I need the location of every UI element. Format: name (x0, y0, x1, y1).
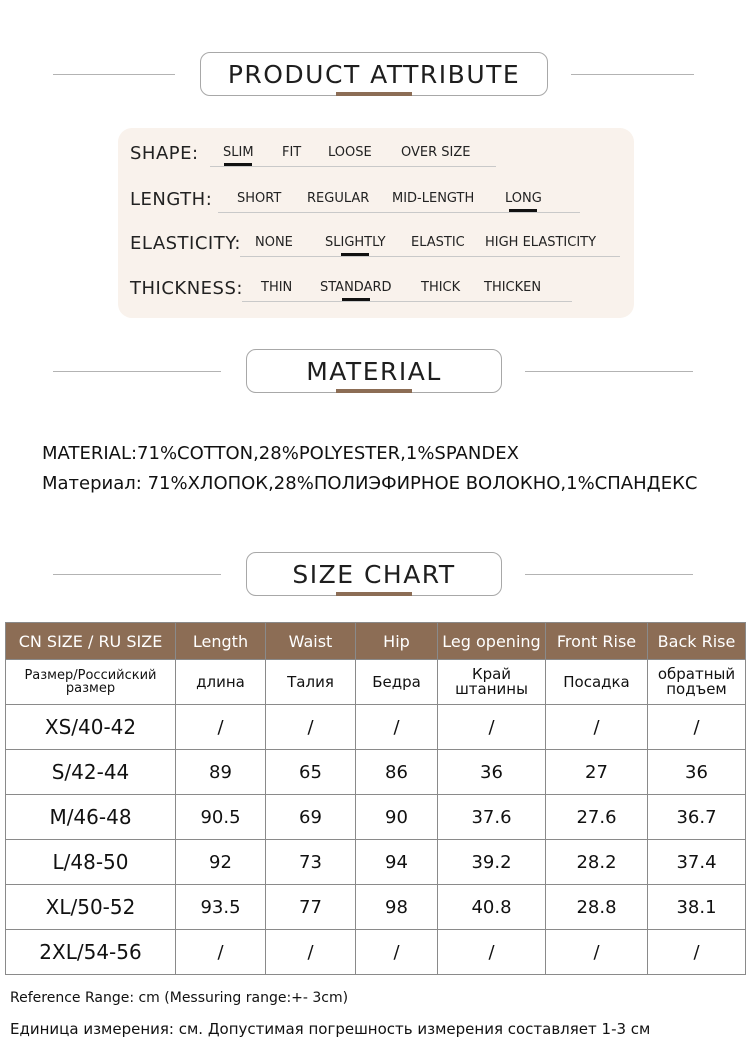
heading-accent-bar (336, 389, 412, 393)
attribute-label: SHAPE: (130, 143, 199, 164)
attribute-option: REGULAR (307, 191, 370, 206)
attribute-label: THICKNESS: (130, 278, 243, 299)
table-cell: / (546, 705, 648, 750)
size-table (5, 622, 746, 975)
table-cell: 73 (266, 840, 356, 885)
divider-left (53, 371, 221, 372)
table-row (6, 705, 746, 750)
table-cell-size: M/46-48 (6, 795, 176, 840)
table-cell: 90 (356, 795, 438, 840)
table-cell-size: S/42-44 (6, 750, 176, 795)
table-row (6, 750, 746, 795)
divider-right (571, 74, 694, 75)
table-cell: 36 (648, 750, 746, 795)
attribute-option-selected: STANDARD (320, 280, 392, 295)
reference-range-note-ru: Единица измерения: см. Допустимая погрешность измерения составляет 1-3 см (10, 1020, 651, 1038)
table-subheader-cell: Бедра (356, 660, 438, 705)
material-text-ru: Материал: 71%ХЛОПОК,28%ПОЛИЭФИРНОЕ ВОЛОКНО,1%СПАНДЕКС (42, 473, 698, 494)
table-cell: / (356, 705, 438, 750)
table-cell: / (176, 705, 266, 750)
table-row (6, 885, 746, 930)
table-cell: / (648, 705, 746, 750)
table-cell: / (176, 930, 266, 975)
table-cell: / (356, 930, 438, 975)
attribute-card (118, 128, 634, 318)
table-cell: 93.5 (176, 885, 266, 930)
table-cell: 27.6 (546, 795, 648, 840)
table-row (6, 930, 746, 975)
attribute-option: HIGH ELASTICITY (485, 235, 597, 250)
attribute-option-selected: LONG (505, 191, 542, 206)
table-subheader-cell: Талия (266, 660, 356, 705)
table-header-cell: Back Rise (648, 623, 746, 660)
divider-right (525, 574, 693, 575)
attribute-row-length (118, 186, 634, 216)
divider-left (53, 74, 175, 75)
selected-mark (341, 253, 369, 256)
table-subheader-row (6, 660, 746, 705)
table-header-cell: Front Rise (546, 623, 648, 660)
row-underline (242, 301, 572, 302)
table-cell: 38.1 (648, 885, 746, 930)
row-underline (218, 212, 580, 213)
reference-range-note: Reference Range: cm (Messuring range:+- 3cm) (10, 990, 349, 1006)
attribute-row-elasticity (118, 230, 634, 260)
table-cell-size: XL/50-52 (6, 885, 176, 930)
size-chart-section-header (0, 552, 750, 602)
attribute-option-selected: SLIGHTLY (325, 235, 386, 250)
attribute-option: THIN (261, 280, 293, 295)
table-cell: 28.2 (546, 840, 648, 885)
table-header-cell: Hip (356, 623, 438, 660)
table-cell: / (438, 930, 546, 975)
material-text-en: MATERIAL:71%COTTON,28%POLYESTER,1%SPANDEX (42, 443, 519, 464)
table-header-cell: Waist (266, 623, 356, 660)
table-cell-size: L/48-50 (6, 840, 176, 885)
selected-mark (509, 209, 537, 212)
selected-mark (224, 163, 252, 166)
size-chart-heading: SIZE CHART (246, 552, 502, 596)
attribute-section-header (0, 52, 750, 102)
table-subheader-cell: Посадка (546, 660, 648, 705)
row-underline (240, 256, 620, 257)
table-cell: 86 (356, 750, 438, 795)
table-cell: / (438, 705, 546, 750)
selected-mark (342, 298, 370, 301)
attribute-label: ELASTICITY: (130, 233, 241, 254)
table-cell: 94 (356, 840, 438, 885)
table-cell: 90.5 (176, 795, 266, 840)
table-cell: / (648, 930, 746, 975)
attribute-option: NONE (255, 235, 293, 250)
table-row (6, 795, 746, 840)
table-subheader-cell: Размер/Российский размер (6, 660, 176, 705)
table-cell: / (546, 930, 648, 975)
attribute-label: LENGTH: (130, 189, 213, 210)
table-subheader-cell: обратный подъем (648, 660, 746, 705)
attribute-option: FIT (282, 145, 302, 160)
table-subheader-cell: Край штанины (438, 660, 546, 705)
attribute-row-shape (118, 140, 634, 170)
table-cell: 92 (176, 840, 266, 885)
heading-accent-bar (336, 592, 412, 596)
divider-left (53, 574, 221, 575)
table-cell: 89 (176, 750, 266, 795)
table-header-row (6, 623, 746, 660)
attribute-row-thickness (118, 275, 634, 305)
material-section-header (0, 349, 750, 399)
material-heading: MATERIAL (246, 349, 502, 393)
table-cell: 40.8 (438, 885, 546, 930)
table-cell: 65 (266, 750, 356, 795)
attribute-heading: PRODUCT ATTRIBUTE (200, 52, 548, 96)
table-cell: 37.4 (648, 840, 746, 885)
table-row (6, 840, 746, 885)
table-cell-size: 2XL/54-56 (6, 930, 176, 975)
table-subheader-cell: длина (176, 660, 266, 705)
attribute-option: OVER SIZE (401, 145, 471, 160)
table-cell-size: XS/40-42 (6, 705, 176, 750)
table-cell: 28.8 (546, 885, 648, 930)
table-cell: 39.2 (438, 840, 546, 885)
table-cell: / (266, 705, 356, 750)
attribute-option: ELASTIC (411, 235, 465, 250)
table-cell: 36 (438, 750, 546, 795)
attribute-option-selected: SLIM (223, 145, 254, 160)
table-header-cell: Leg opening (438, 623, 546, 660)
table-header-cell: CN SIZE / RU SIZE (6, 623, 176, 660)
table-cell: 37.6 (438, 795, 546, 840)
table-cell: 77 (266, 885, 356, 930)
table-cell: / (266, 930, 356, 975)
attribute-option: MID-LENGTH (392, 191, 475, 206)
divider-right (525, 371, 693, 372)
attribute-option: THICK (421, 280, 461, 295)
table-cell: 98 (356, 885, 438, 930)
table-cell: 36.7 (648, 795, 746, 840)
table-header-cell: Length (176, 623, 266, 660)
attribute-option: SHORT (237, 191, 282, 206)
row-underline (210, 166, 496, 167)
attribute-option: LOOSE (328, 145, 372, 160)
attribute-option: THICKEN (484, 280, 542, 295)
heading-accent-bar (336, 92, 412, 96)
table-cell: 27 (546, 750, 648, 795)
table-cell: 69 (266, 795, 356, 840)
